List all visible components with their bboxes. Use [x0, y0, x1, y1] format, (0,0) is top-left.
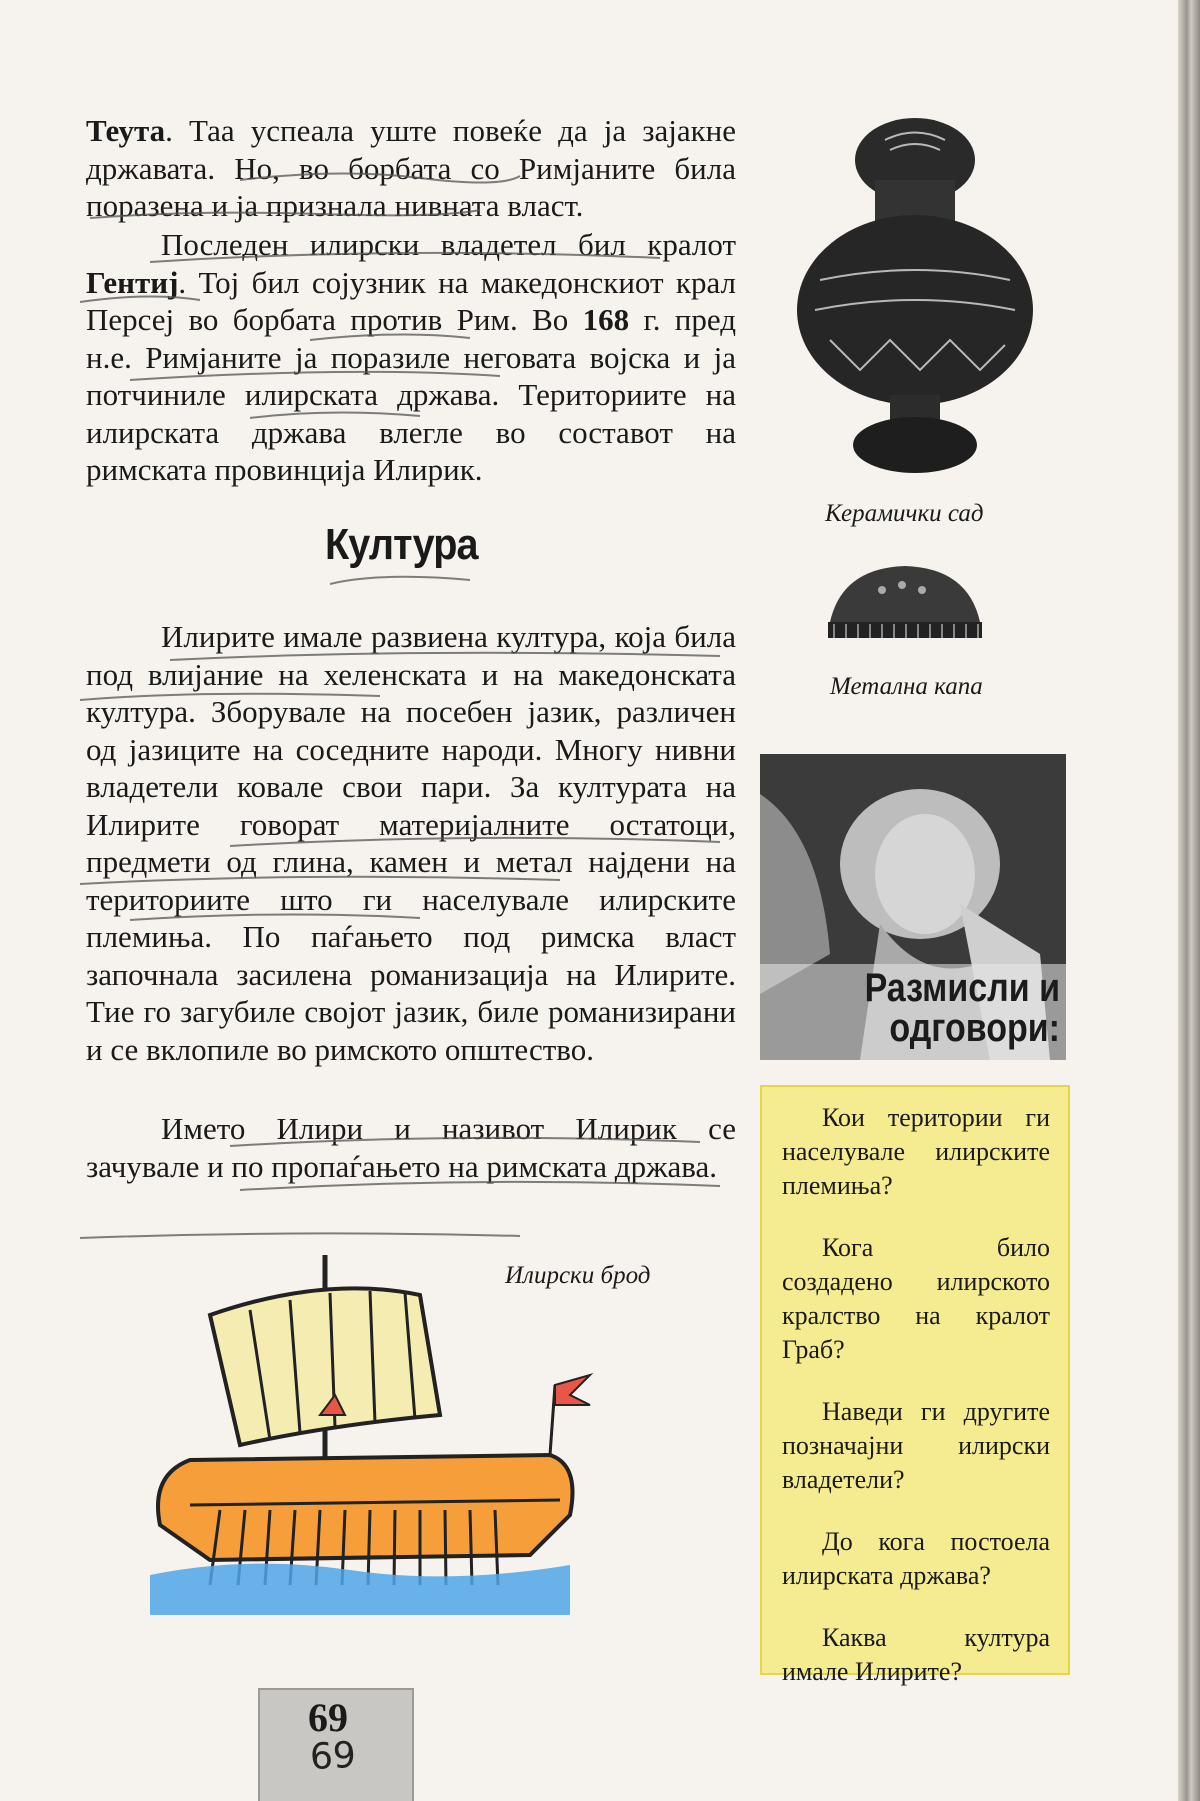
- bold-year: 168: [582, 302, 630, 337]
- page-number-tab: [258, 1688, 414, 1801]
- paragraph-name-preserved: Името Илири и називот Илирик се зачувале и по пропаѓањето на римската држава.: [86, 1111, 736, 1184]
- page-edge: [1178, 0, 1200, 1801]
- pencil-underlines: [0, 0, 760, 1240]
- question-item: Наведи ги другите позначајни илирски владетели?: [782, 1397, 1050, 1494]
- page-number: 69: [308, 1695, 348, 1740]
- metal-cap-image: [822, 560, 988, 640]
- bold-name-teuta: Теута: [86, 113, 166, 148]
- paragraph-text: . Тој бил сојузник на македонскиот крал Персеј во борбата против Рим. Во: [86, 264, 736, 337]
- caption-ship: Илирски брод: [505, 1262, 651, 1289]
- section-heading: Култура: [325, 520, 478, 569]
- paragraph-culture: Илирите имале развиена култура, која била под влијание на хеленската и на македонската култура. Зборувале на посебен јазик, различен од јазиците на соседните народи. Многу нивни владетели ковале свои пари. За културата на Илирите говорат материјалните остатоци, предмети од глина, камен и метал најдени на териториите што ги населувале илирските племиња. По паѓањето под римска власт започнала засилена романизација на Илирите. Тие го загубиле својот јазик, биле романизирани и се вклопиле во римското општество.: [86, 619, 736, 1067]
- bold-name-gentius: Гентиј: [86, 264, 179, 300]
- paragraph-text: . Таа успеала уште повеќе да ја зајакне државата. Но, во борбата со Римјаните била поразена и ја признала нивната власт.: [86, 113, 736, 223]
- illyrian-ship-illustration: [150, 1255, 600, 1615]
- questions-box: [760, 1085, 1070, 1686]
- think-and-answer-image: [760, 754, 1066, 1060]
- caption-cap: Метална капа: [830, 673, 983, 700]
- paragraph-text: г. пред н.е. Римјаните ја поразиле неговата војска и ја потчиниле илирската држава. Териториите на илирската држава влегле во составот на римската провинција Илирик.: [86, 302, 736, 487]
- question-item: Каква култура имале Илирите?: [782, 1623, 1050, 1686]
- caption-vessel: Керамички сад: [825, 500, 984, 527]
- paragraph-text: Последен илирски владетел бил кралот: [161, 227, 736, 262]
- ceramic-vessel-image: [790, 110, 1040, 480]
- question-item: Кога било создадено илирското кралство на кралот Граб?: [782, 1233, 1050, 1364]
- think-and-answer-title: Размисли и одговори:: [864, 966, 1060, 1050]
- question-item: До кога постоела илирската држава?: [782, 1527, 1050, 1590]
- page-number-handwritten: 69: [308, 1734, 357, 1779]
- question-item: Кои територии ги населувале илирските племиња?: [782, 1103, 1050, 1200]
